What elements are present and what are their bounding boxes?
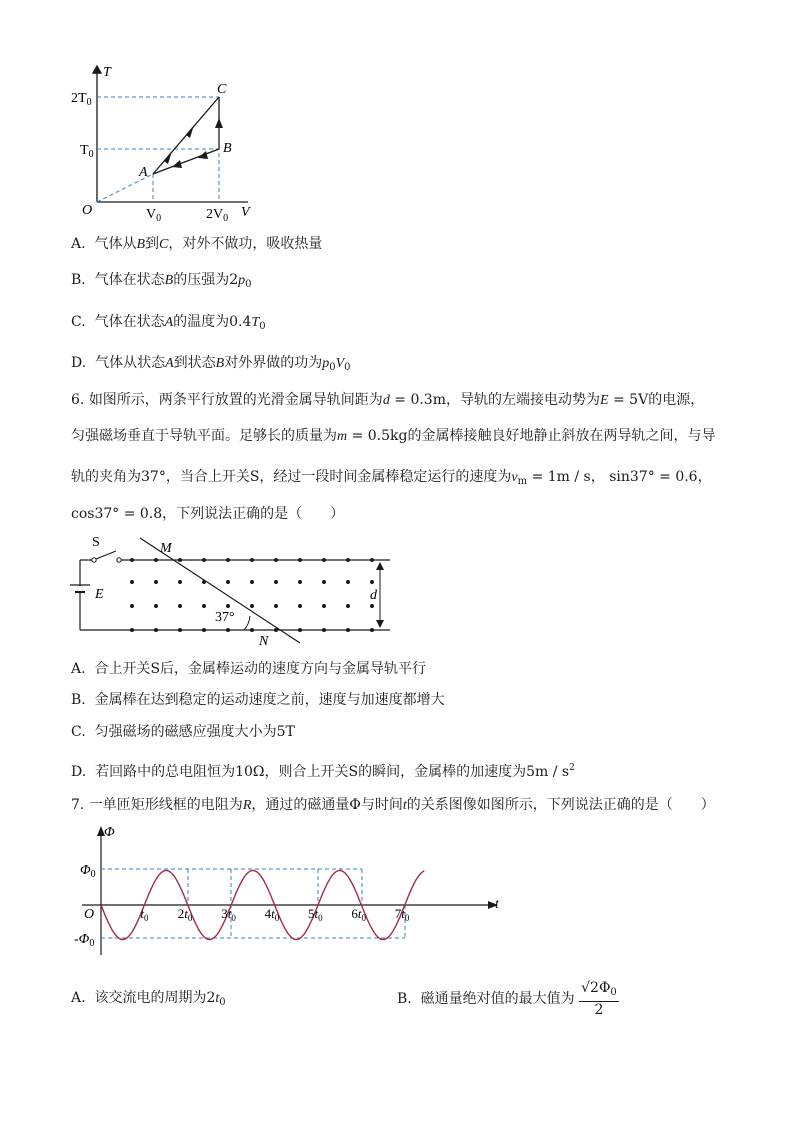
rod-end-n-label: N xyxy=(259,634,269,649)
field-dot xyxy=(274,558,278,562)
q5-tv-graph xyxy=(0,0,794,230)
q7-option-b: B. 磁通量绝对值的最大值为 $\frac{√2\Phi_0}{2}$ xyxy=(397,980,617,1018)
q6-stem-line4: cos37° = 0.8，下列说法正确的是（ ） xyxy=(71,506,345,522)
field-dot xyxy=(322,628,326,632)
field-dot xyxy=(178,558,182,562)
rod-end-m-label: M xyxy=(160,541,172,556)
label-2v0: $2V_0$ xyxy=(206,207,229,224)
point-c-label: C xyxy=(217,82,227,97)
field-dot xyxy=(202,558,206,562)
q6-stem-line1: 6. 如图所示，两条平行放置的光滑金属导轨间距为d = 0.3m，导轨的左端接电动势为E = 5V的电源， xyxy=(71,392,705,408)
field-dot xyxy=(250,558,254,562)
time-tick-4: $4t_0$ xyxy=(264,906,280,923)
label-v0: $V_0$ xyxy=(146,207,162,224)
angle-arc xyxy=(244,616,250,630)
q6-option-b: B. 金属棒在达到稳定的运动速度之前，速度与加速度都增大 xyxy=(71,692,445,708)
label-2t0: $2T_0$ xyxy=(71,91,92,108)
field-dot xyxy=(178,604,182,608)
field-dot xyxy=(370,580,374,584)
field-dot xyxy=(346,558,350,562)
field-dot xyxy=(346,604,350,608)
point-b-label: B xyxy=(223,141,232,156)
label-t0: $T_0$ xyxy=(80,143,94,160)
field-dot xyxy=(226,580,230,584)
arrow-a-b-1 xyxy=(172,160,182,168)
field-dot xyxy=(154,628,158,632)
origin-label: O xyxy=(84,907,95,922)
field-dot xyxy=(178,628,182,632)
field-dot xyxy=(250,604,254,608)
switch-label: S xyxy=(92,535,100,550)
field-dot xyxy=(346,580,350,584)
battery-label: E xyxy=(95,587,104,602)
distance-arrow-bottom xyxy=(376,620,384,628)
label-neg-phi0: $-\Phi_0$ xyxy=(74,932,95,949)
field-dot xyxy=(178,580,182,584)
time-tick-1: $t_0$ xyxy=(140,906,149,923)
q6-rail-figure xyxy=(0,530,794,650)
q6-stem-line3: 轨的夹角为37°，当合上开关S，经过一段时间金属棒稳定运行的速度为$v_m = 1m / s$， sin37° = 0.6， xyxy=(71,469,712,487)
distance-arrow-top xyxy=(376,562,384,570)
field-dot xyxy=(274,580,278,584)
q7-stem: 7. 一单匝矩形线框的电阻为R，通过的磁通量Φ与时间t的关系图像如图所示，下列说法正确的是（ ） xyxy=(71,797,715,813)
field-dot xyxy=(322,604,326,608)
field-dot xyxy=(370,558,374,562)
path-c-a xyxy=(153,97,219,174)
distance-label: d xyxy=(370,588,377,603)
field-dot xyxy=(298,580,302,584)
q5-option-d: D. 气体从状态A到状态B对外界做的功为$p_0V_0$ xyxy=(71,355,351,373)
field-dot xyxy=(346,628,350,632)
field-dot xyxy=(154,604,158,608)
field-dot xyxy=(130,558,134,562)
q6-stem-line2: 匀强磁场垂直于导轨平面。足够长的质量为m = 0.5kg的金属棒接触良好地静止斜放在两导轨之间，与导 xyxy=(71,428,716,444)
q5-option-a: A. 气体从B到C，对外不做功，吸收热量 xyxy=(71,236,323,252)
field-dot xyxy=(154,558,158,562)
time-tick-7: $7t_0$ xyxy=(394,906,410,923)
field-dot xyxy=(154,580,158,584)
time-tick-2: $2t_0$ xyxy=(177,906,193,923)
field-dot xyxy=(298,628,302,632)
q6-option-c: C. 匀强磁场的磁感应强度大小为5T xyxy=(71,724,295,740)
field-dot xyxy=(370,628,374,632)
label-phi0: $\Phi_0$ xyxy=(80,863,96,880)
field-dot xyxy=(130,628,134,632)
q5-option-c: C. 气体在状态A的温度为$0.4T_0$ xyxy=(71,314,266,332)
field-dot xyxy=(130,604,134,608)
origin-label: O xyxy=(82,203,93,218)
field-dot xyxy=(226,628,230,632)
time-tick-5: $5t_0$ xyxy=(308,906,323,923)
point-a-label: A xyxy=(139,165,148,180)
field-dot xyxy=(370,604,374,608)
q6-option-a: A. 合上开关S后，金属棒运动的速度方向与金属导轨平行 xyxy=(71,661,427,677)
time-tick-labels xyxy=(140,906,410,923)
switch-contact-left xyxy=(92,558,96,562)
field-dot xyxy=(226,558,230,562)
field-dot xyxy=(298,558,302,562)
q7-option-a: A. 该交流电的周期为$2t_0$ xyxy=(71,990,226,1008)
field-dot xyxy=(202,628,206,632)
arrow-a-b-2 xyxy=(198,151,208,159)
angle-label: 37° xyxy=(215,610,235,625)
field-dot xyxy=(322,558,326,562)
magnetic-field-dots xyxy=(130,558,374,632)
fraction: $\frac{√2\Phi_0}{2}$ xyxy=(581,980,617,1018)
q6-option-d: D. 若回路中的总电阻恒为10Ω，则合上开关S的瞬间，金属棒的加速度为$5m / s^2$ xyxy=(71,763,575,780)
axis-v-label: V xyxy=(241,205,250,220)
field-dot xyxy=(202,604,206,608)
time-tick-6: $6t_0$ xyxy=(351,906,367,923)
field-dot xyxy=(298,604,302,608)
axis-t-label: t xyxy=(495,897,499,912)
switch-contact-right xyxy=(117,558,121,562)
field-dot xyxy=(130,580,134,584)
axis-phi-label: Φ xyxy=(104,825,115,840)
arrow-c-a-1 xyxy=(186,125,194,138)
q7-flux-graph xyxy=(0,820,794,960)
q5-option-b: B. 气体在状态B的压强为$2p_0$ xyxy=(71,272,252,290)
axis-t-label: T xyxy=(103,65,111,80)
field-dot xyxy=(322,580,326,584)
field-dot xyxy=(274,604,278,608)
time-tick-3: $3t_0$ xyxy=(221,906,236,923)
field-dot xyxy=(250,628,254,632)
field-dot xyxy=(250,580,254,584)
field-dot xyxy=(226,604,230,608)
arrow-b-c xyxy=(215,118,223,128)
arrow-c-a-2 xyxy=(164,151,172,164)
switch-blade xyxy=(96,551,116,559)
